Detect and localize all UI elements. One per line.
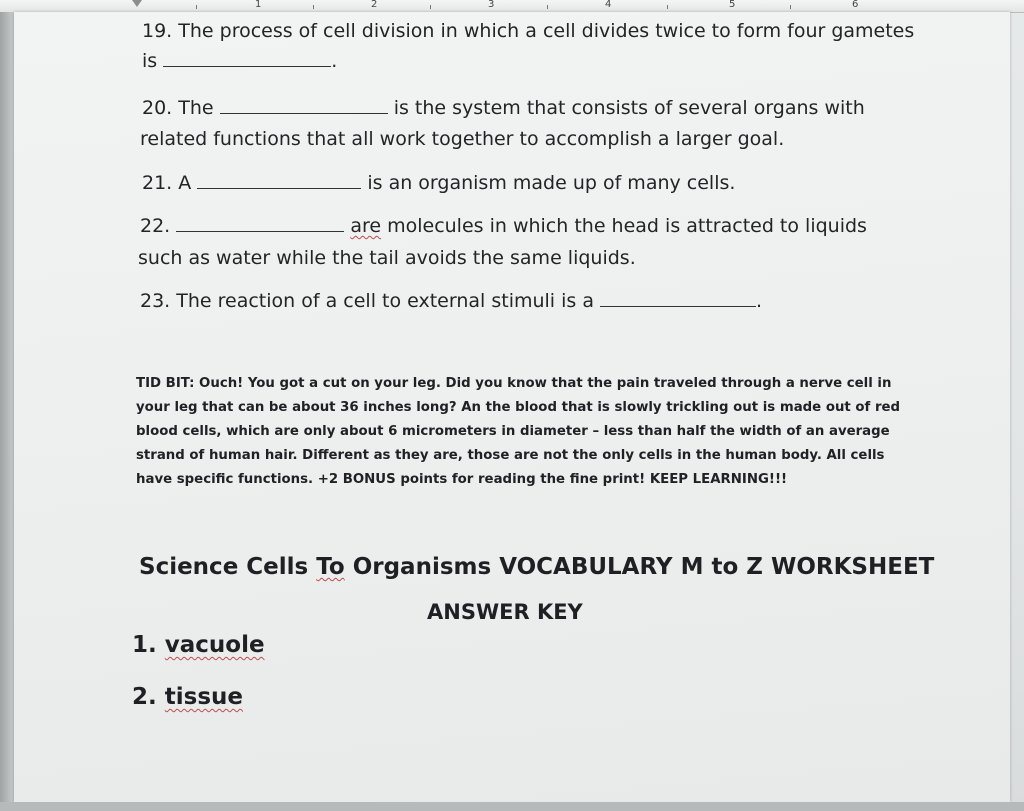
question-20-blank[interactable] <box>220 95 388 114</box>
answer-key-title-pre: Science Cells <box>139 554 309 580</box>
question-20-line2[interactable] <box>140 124 784 154</box>
question-22-pre: 22. <box>140 215 171 237</box>
question-21-pre: 21. A <box>142 172 192 194</box>
question-19-blank[interactable] <box>163 48 331 67</box>
question-20-line2-text: related functions that all work together to accomplish a larger goal. <box>140 128 785 150</box>
question-23[interactable] <box>140 286 762 316</box>
ruler-number: 4 <box>605 0 612 10</box>
question-22-line2-text: such as water while the tail avoids the same liquids. <box>138 247 636 269</box>
ruler-tick <box>547 5 548 9</box>
ruler-number: 6 <box>852 0 859 10</box>
question-22-post: molecules in which the head is attracted to liquids <box>387 215 867 237</box>
question-19-is: is <box>142 50 158 72</box>
ruler-number: 5 <box>729 0 736 10</box>
question-21[interactable] <box>142 168 735 198</box>
tid-bit-line: strand of human hair. Different as they are, those are not the only cells in the human body. All cells <box>136 448 885 463</box>
ruler-indent-marker-icon[interactable] <box>132 0 142 7</box>
ruler-tick <box>667 5 668 9</box>
answer-number: 1. <box>132 632 157 658</box>
answer-key-title[interactable] <box>139 554 934 580</box>
question-19-line1: 19. The process of cell division in which a cell divides twice to form four gametes <box>142 20 915 42</box>
ruler-number: 3 <box>488 0 495 10</box>
answer-key-subtitle[interactable]: ANSWER KEY <box>427 600 583 624</box>
answer-key-title-to: To <box>316 554 345 580</box>
question-23-pre: 23. The reaction of a cell to external stimuli is a <box>140 290 594 312</box>
question-20[interactable] <box>142 93 865 123</box>
question-22-line2[interactable] <box>138 243 636 273</box>
question-22-blank[interactable] <box>176 213 344 232</box>
question-23-blank[interactable] <box>600 288 756 307</box>
question-19[interactable] <box>142 16 914 46</box>
question-21-blank[interactable] <box>197 170 361 189</box>
tid-bit-line: have specific functions. +2 BONUS points for reading the fine print! KEEP LEARNING!!! <box>136 472 788 487</box>
answer-word: vacuole <box>164 632 265 658</box>
window-bottom-edge <box>0 802 1024 811</box>
question-19-line2[interactable] <box>142 46 337 76</box>
ruler-number: 1 <box>255 0 262 10</box>
question-22-are: are <box>350 215 382 237</box>
answer-word: tissue <box>164 684 243 710</box>
question-21-post: is an organism made up of many cells. <box>367 172 736 194</box>
document-page[interactable] <box>14 12 1010 802</box>
ruler-tick <box>196 5 197 9</box>
answer-number: 2. <box>132 684 157 710</box>
question-20-pre: 20. The <box>142 97 214 119</box>
ruler-tick <box>790 5 791 9</box>
ruler-tick <box>313 5 314 9</box>
ruler-number: 2 <box>371 0 378 10</box>
question-22[interactable] <box>140 211 867 241</box>
answer-item[interactable] <box>132 632 265 658</box>
tid-bit-paragraph[interactable] <box>136 372 906 492</box>
tid-bit-line: blood cells, which are only about 6 micrometers in diameter – less than half the width of an average <box>136 424 890 439</box>
question-23-period: . <box>756 290 763 312</box>
ruler-tick <box>430 5 431 9</box>
question-20-post: is the system that consists of several organs with <box>393 97 865 119</box>
question-19-period: . <box>331 50 338 72</box>
tid-bit-line: TID BIT: Ouch! You got a cut on your leg. Did you know that the pain traveled through a nerve cell in <box>136 376 892 391</box>
window-left-edge <box>0 12 14 811</box>
tid-bit-line: your leg that can be about 36 inches long? An the blood that is slowly trickling out is made out of red <box>136 400 901 415</box>
answer-key-title-post: Organisms VOCABULARY M to Z WORKSHEET <box>352 554 935 580</box>
answer-item[interactable] <box>132 684 243 710</box>
